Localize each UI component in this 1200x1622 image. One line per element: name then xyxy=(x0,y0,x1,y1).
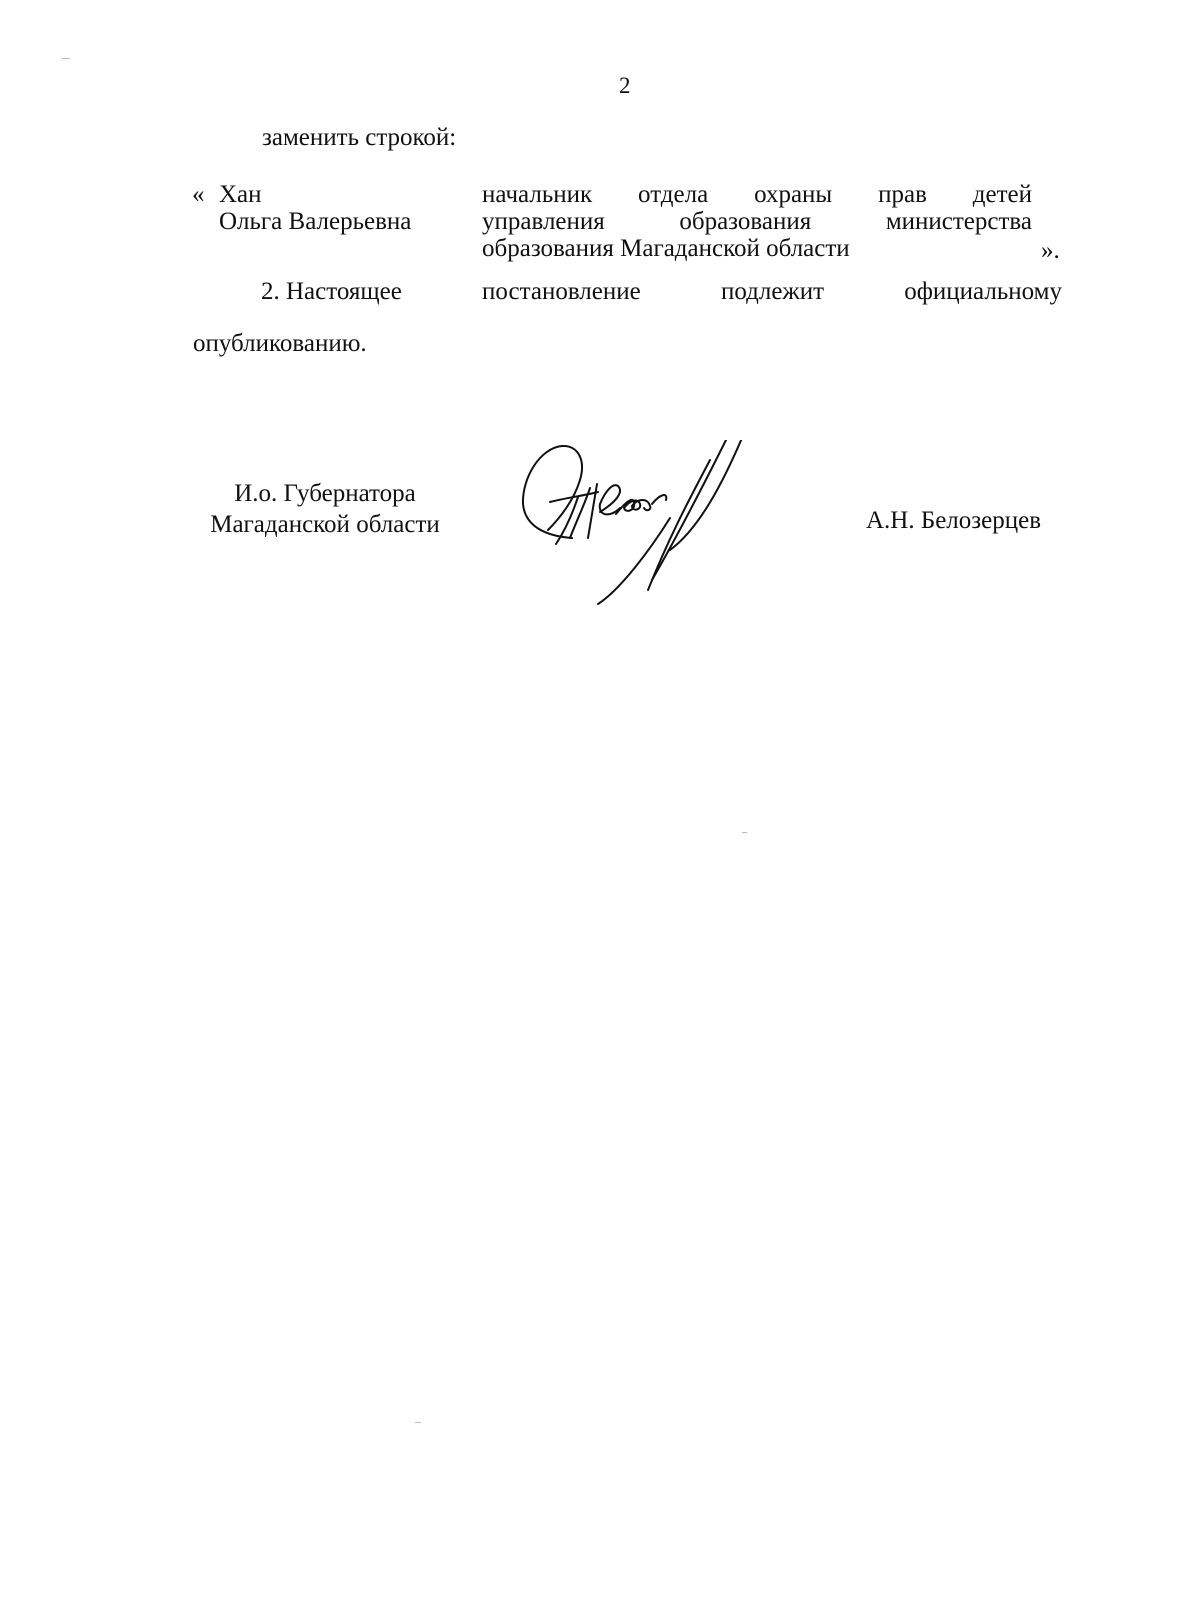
intro-text: заменить строкой: xyxy=(262,124,457,151)
paragraph-word: официальному xyxy=(904,278,1062,305)
paragraph-word: постановление xyxy=(482,278,641,305)
page-number: 2 xyxy=(619,73,631,98)
person-surname: Хан xyxy=(219,181,262,208)
quote-open: « xyxy=(192,181,205,208)
position-word: министерства xyxy=(885,208,1032,235)
paragraph-line-1 xyxy=(261,278,1062,306)
quote-close: ». xyxy=(1041,237,1060,264)
position-word: охраны xyxy=(754,181,833,208)
signatory-name: А.Н. Белозерцев xyxy=(866,507,1042,534)
position-word: отдела xyxy=(638,181,709,208)
position-word: детей xyxy=(972,181,1032,208)
signatory-title-line-2: Магаданской области xyxy=(210,511,440,538)
paragraph-line-2: опубликованию. xyxy=(193,330,367,357)
signature-drawing xyxy=(520,440,780,625)
position-line-1 xyxy=(482,181,1032,209)
handwritten-signature xyxy=(520,440,780,625)
signatory-title xyxy=(190,478,460,540)
position-word: образования xyxy=(679,208,812,235)
person-name: Ольга Валерьевна xyxy=(219,208,412,235)
paragraph-word: подлежит xyxy=(720,278,824,305)
scan-speck xyxy=(742,832,747,833)
position-word: управления xyxy=(482,208,605,235)
scan-speck xyxy=(415,1422,421,1423)
scan-speck xyxy=(62,58,70,59)
position-word: прав xyxy=(878,181,927,208)
paragraph-word: 2. Настоящее xyxy=(261,278,402,305)
position-word: начальник xyxy=(482,181,593,208)
signatory-title-line-1: И.о. Губернатора xyxy=(234,480,416,507)
position-line-2 xyxy=(482,208,1032,236)
position-line-3: образования Магаданской области xyxy=(482,235,850,262)
